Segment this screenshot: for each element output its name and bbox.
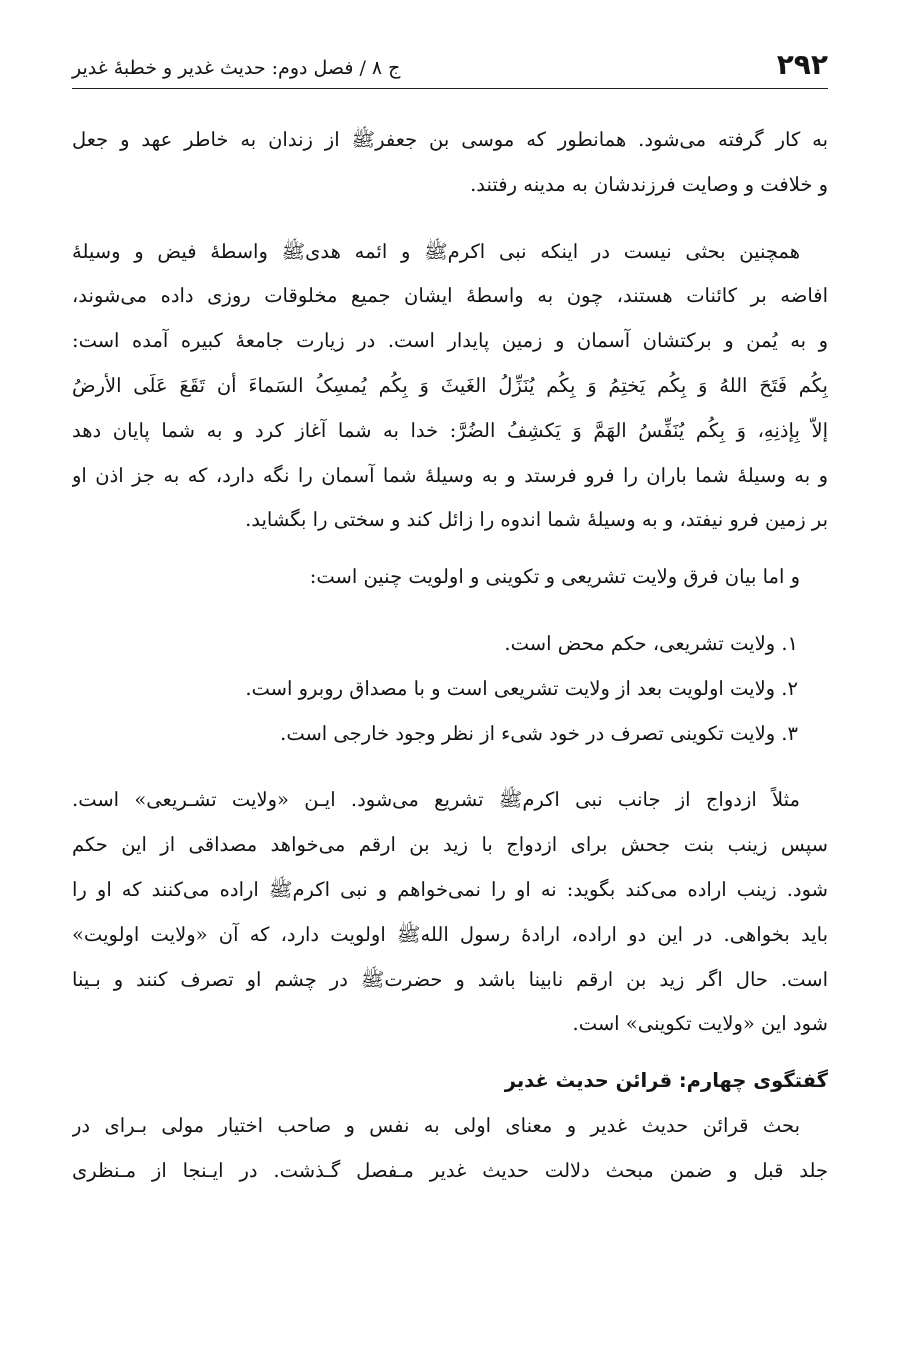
text-line: است. حال اگر زید بن ارقم نابینا باشد و حضرتﷺ در چشم او تصرف کنند و بـینا bbox=[72, 967, 828, 991]
text-line: سپس زینب بنت جحش برای ازدواج با زید بن ارقم می‌خواهد مصداقی از این حکم bbox=[72, 833, 828, 857]
text-line: افاضه بر کائنات هستند، چون به واسطهٔ ایشان جمیع مخلوقات روزی داده می‌شوند، bbox=[72, 284, 828, 308]
text-line: و خلافت و وصایت فرزندشان به مدینه رفتند. bbox=[470, 172, 828, 196]
text-line: و به یُمن و برکتشان آسمان و زمین پایدار است. در زیارت جامعهٔ کبیره آمده است: bbox=[72, 329, 828, 353]
text-line: بِکُم فَتَحَ اللهُ وَ بِکُم یَختِمُ وَ بِکُم یُنَزِّلُ الغَیثَ وَ بِکُم یُمسِکُ السَماءَ أن تَقَعَ عَلَی الأرضُ bbox=[72, 373, 828, 397]
paragraph-5 bbox=[72, 1104, 828, 1194]
text-line: مثلاً ازدواج از جانب نبی اکرمﷺ تشریع می‌شود. ایـن «ولایت تشـریعی» است. bbox=[72, 788, 800, 812]
list-item: ۲. ولایت اولویت بعد از ولایت تشریعی است و با مصداق روبرو است. bbox=[245, 676, 798, 700]
text-line: بحث قرائن حدیث غدیر و معنای اولی به نفس و صاحب اختیار مولی بـرای در bbox=[72, 1113, 800, 1137]
paragraph-4 bbox=[72, 778, 828, 1047]
text-line: شود این «ولایت تکوینی» است. bbox=[572, 1012, 828, 1036]
section-heading: گفتگوی چهارم: قرائن حدیث غدیر bbox=[504, 1069, 828, 1093]
text-line: بر زمین فرو نیفتد، و به وسیلهٔ شما اندوه را زائل کند و سختی را بگشاید. bbox=[245, 508, 828, 532]
text-line: به کار گرفته می‌شود. همانطور که موسی بن جعفرﷺ از زندان به خاطر عهد و جعل bbox=[72, 128, 828, 151]
page-header bbox=[72, 38, 828, 89]
list-item: ۳. ولایت تکوینی تصرف در خود شیء از نظر وجود خارجی است. bbox=[280, 721, 798, 745]
page-number: ۲۹۲ bbox=[776, 48, 828, 81]
text-line: جلد قبل و ضمن مبحث دلالت حدیث غدیر مـفصل گـذشت. در ایـنجا از مـنظری bbox=[72, 1158, 828, 1182]
text-line: و به وسیلهٔ شما باران را فرو فرستد و به وسیلهٔ شما آسمان را نگه دارد، که به جز اذن او bbox=[72, 463, 828, 487]
paragraph-3 bbox=[72, 555, 828, 600]
text-line: إلاّ بِإذنِهِ، وَ بِکُم یُنَفِّسُ الهَمَّ وَ یَکشِفُ الضُرَّ: خدا به شما آغاز کرد و به شما پایان دهد bbox=[72, 418, 828, 442]
text-line: باید بخواهی. در این دو اراده، ارادهٔ رسول اللهﷺ اولویت دارد، که آن «ولایت اولویت» bbox=[72, 922, 828, 946]
text-line: شود. زینب اراده می‌کند بگوید: نه او را نمی‌خواهم و نبی اکرمﷺ اراده می‌کنند که او را bbox=[72, 877, 828, 901]
list-item: ۱. ولایت تشریعی، حکم محض است. bbox=[504, 631, 798, 655]
paragraph-1 bbox=[72, 118, 828, 208]
text-line: همچنین بحثی نیست در اینکه نبی اکرمﷺ و ائمه هدیﷺ واسطهٔ فیض و وسیلهٔ bbox=[72, 239, 800, 263]
text-line: و اما بیان فرق ولایت تشریعی و تکوینی و اولویت چنین است: bbox=[309, 565, 800, 589]
paragraph-2 bbox=[72, 230, 828, 544]
running-title: ج ۸ / فصل دوم: حدیث غدیر و خطبهٔ غدیر bbox=[72, 57, 401, 79]
numbered-list bbox=[72, 622, 828, 756]
page-body bbox=[72, 118, 828, 1194]
